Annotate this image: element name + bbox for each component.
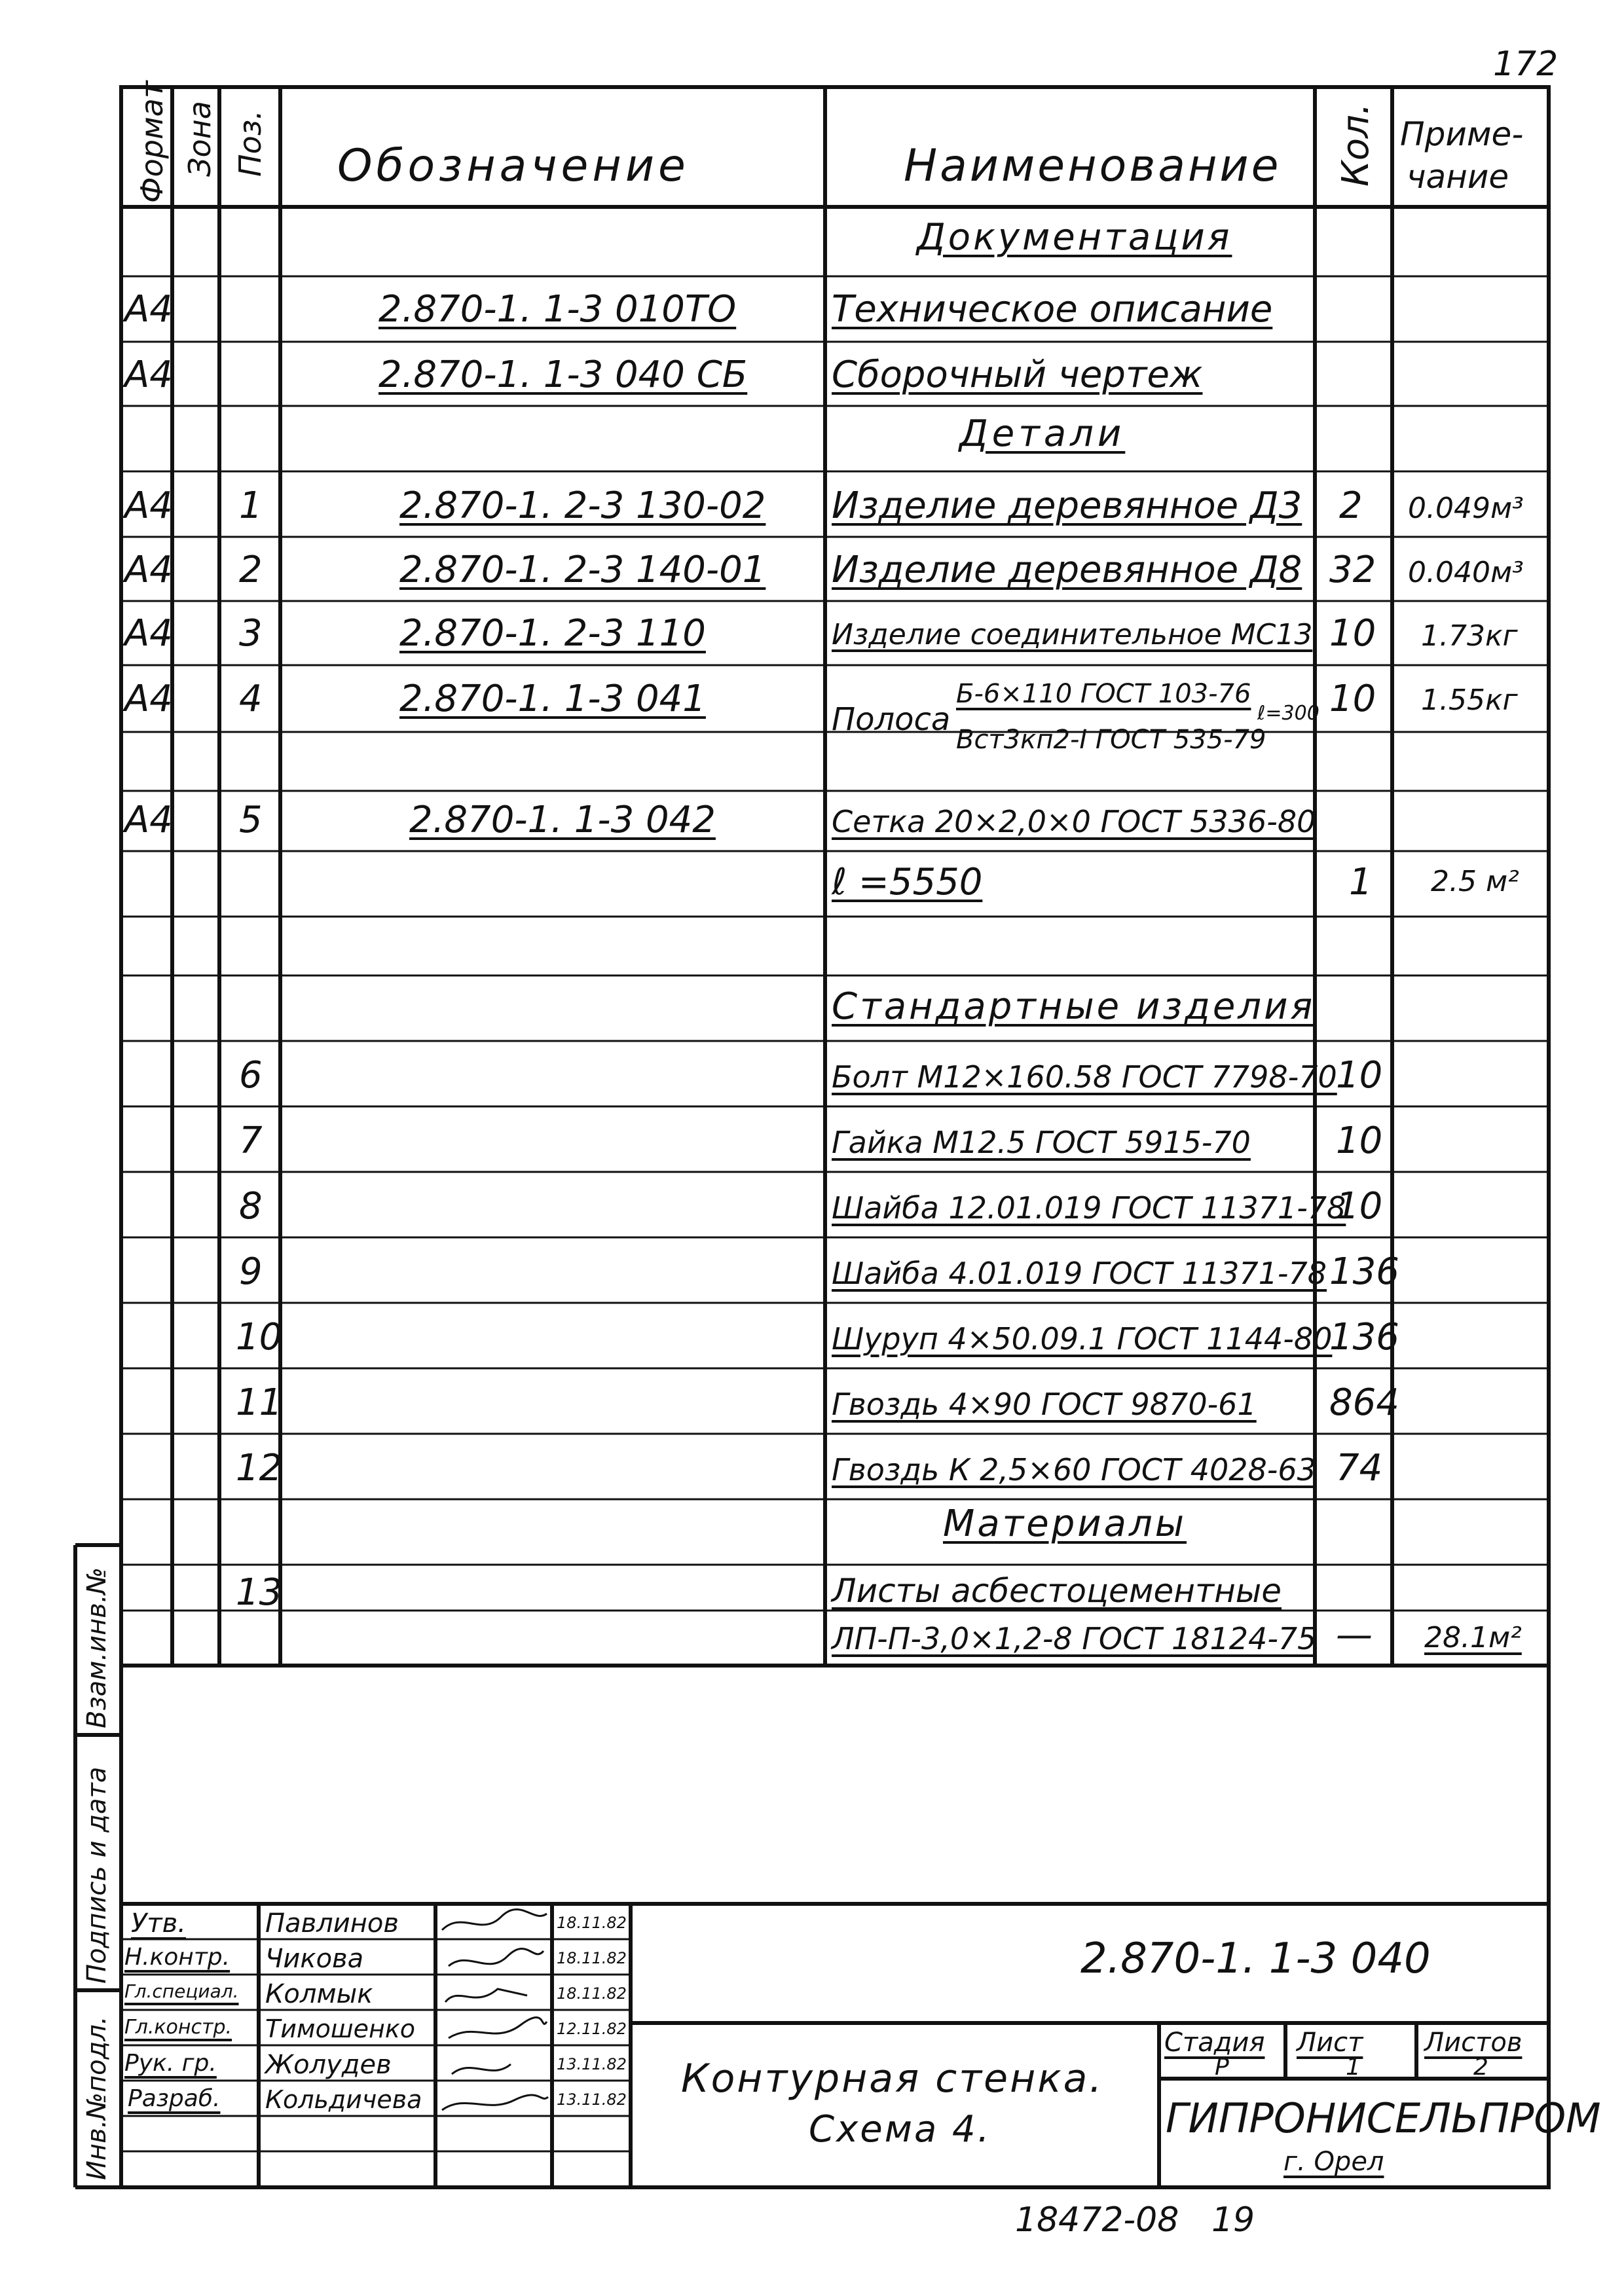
row-pos: 8 bbox=[239, 1185, 263, 1228]
row-name: Гвоздь 4×90 ГОСТ 9870-61 bbox=[832, 1387, 1257, 1422]
row-pos: 9 bbox=[239, 1250, 263, 1293]
sheets-label: Листов bbox=[1424, 2028, 1522, 2058]
section-standard-items: Стандартные изделия bbox=[832, 985, 1316, 1028]
row-qty: 1 bbox=[1349, 861, 1373, 903]
row-name: ℓ =5550 bbox=[832, 861, 983, 903]
row-note: 1.55кг bbox=[1421, 683, 1518, 717]
signer-role: Гл.констр. bbox=[124, 2016, 232, 2039]
row-qty: 32 bbox=[1329, 549, 1376, 591]
row-format: А4 bbox=[124, 354, 173, 396]
polosa-steel: Вст3кп2-I ГОСТ 535-79 bbox=[956, 725, 1266, 755]
header-note-line2: чание bbox=[1407, 158, 1509, 196]
row-pos: 3 bbox=[239, 612, 263, 655]
page-number: 172 bbox=[1493, 45, 1559, 84]
row-name: Шайба 4.01.019 ГОСТ 11371-78 bbox=[832, 1256, 1327, 1291]
row-format: А4 bbox=[124, 484, 173, 527]
sheet-label: Лист bbox=[1297, 2028, 1363, 2058]
row-name: Изделие деревянное Д8 bbox=[832, 549, 1302, 591]
row-name: Шайба 12.01.019 ГОСТ 11371-78 bbox=[832, 1190, 1346, 1226]
row-note: 2.5 м² bbox=[1431, 865, 1519, 898]
header-format: Формат bbox=[134, 81, 170, 203]
stamp-signature-date: Подпись и дата bbox=[82, 1766, 112, 1984]
signer-name: Тимошенко bbox=[265, 2014, 416, 2043]
row-name: Полоса bbox=[832, 701, 951, 738]
signer-name: Кольдичева bbox=[265, 2085, 422, 2114]
sheet-value: 1 bbox=[1346, 2054, 1361, 2081]
row-pos: 13 bbox=[236, 1571, 283, 1614]
signer-role: Утв. bbox=[131, 1908, 186, 1939]
row-designation: 2.870-1. 2-3 110 bbox=[399, 612, 706, 655]
row-pos: 6 bbox=[239, 1054, 263, 1097]
row-name: Гвоздь К 2,5×60 ГОСТ 4028-63 bbox=[832, 1452, 1316, 1487]
row-name: Техническое описание bbox=[832, 288, 1273, 331]
signer-role: Н.контр. bbox=[124, 1944, 231, 1971]
signer-date: 13.11.82 bbox=[557, 2055, 627, 2073]
row-designation: 2.870-1. 2-3 140-01 bbox=[399, 549, 766, 591]
row-qty: — bbox=[1336, 1614, 1373, 1656]
organization-name: ГИПРОНИСЕЛЬПРОМ bbox=[1166, 2094, 1601, 2142]
row-pos: 12 bbox=[236, 1447, 283, 1489]
signer-name: Павлинов bbox=[265, 1908, 399, 1939]
row-note: 0.049м³ bbox=[1408, 492, 1524, 525]
row-pos: 10 bbox=[236, 1316, 283, 1358]
row-note: 1.73кг bbox=[1421, 619, 1518, 653]
section-materials: Материалы bbox=[943, 1503, 1187, 1545]
sheets-value: 2 bbox=[1473, 2054, 1488, 2081]
row-note: 28.1м² bbox=[1424, 1621, 1522, 1654]
row-format: А4 bbox=[124, 678, 173, 720]
row-pos: 2 bbox=[239, 549, 263, 591]
stamp-inv-original: Инв.№подл. bbox=[82, 2016, 112, 2180]
row-name: Листы асбестоцементные bbox=[832, 1572, 1282, 1610]
signer-role: Гл.специал. bbox=[124, 1980, 239, 2002]
row-name: Изделие соединительное МС13 bbox=[832, 618, 1313, 651]
signer-name: Колмык bbox=[265, 1979, 373, 2009]
row-name: Гайка М12.5 ГОСТ 5915-70 bbox=[832, 1125, 1251, 1160]
signer-date: 18.11.82 bbox=[557, 1949, 627, 1967]
row-format: А4 bbox=[124, 288, 173, 331]
row-qty: 10 bbox=[1336, 1054, 1383, 1097]
row-designation: 2.870-1. 1-3 041 bbox=[399, 678, 706, 720]
header-qty: Кол. bbox=[1335, 103, 1377, 187]
row-format: А4 bbox=[124, 549, 173, 591]
signer-date: 18.11.82 bbox=[557, 1914, 627, 1932]
organization-city: г. Орел bbox=[1283, 2147, 1384, 2177]
header-designation: Обозначение bbox=[337, 140, 690, 192]
row-qty: 136 bbox=[1329, 1316, 1399, 1358]
section-details: Детали bbox=[959, 412, 1126, 455]
signer-date: 18.11.82 bbox=[557, 1984, 627, 2003]
header-zone: Зона bbox=[182, 101, 217, 177]
document-code: 2.870-1. 1-3 040 bbox=[1080, 1935, 1431, 1983]
row-designation: 2.870-1. 1-3 010ТО bbox=[378, 288, 737, 331]
signer-date: 12.11.82 bbox=[557, 2020, 627, 2038]
signer-role: Рук. гр. bbox=[124, 2050, 217, 2077]
row-qty: 10 bbox=[1336, 1120, 1383, 1162]
row-qty: 136 bbox=[1329, 1250, 1399, 1293]
row-name: Изделие деревянное Д3 bbox=[832, 484, 1302, 527]
row-designation: 2.870-1. 2-3 130-02 bbox=[399, 484, 766, 527]
row-name: Шуруп 4×50.09.1 ГОСТ 1144-80 bbox=[832, 1321, 1333, 1357]
row-name: Болт М12×160.58 ГОСТ 7798-70 bbox=[832, 1059, 1337, 1095]
row-qty: 10 bbox=[1336, 1185, 1383, 1228]
footer-code: 18472-08 19 bbox=[1015, 2200, 1255, 2240]
row-pos: 4 bbox=[239, 678, 263, 720]
row-designation: 2.870-1. 1-3 040 СБ bbox=[378, 354, 748, 396]
signer-role: Разраб. bbox=[128, 2085, 221, 2112]
header-note-line1: Приме- bbox=[1400, 115, 1524, 153]
row-qty: 10 bbox=[1329, 612, 1376, 655]
row-pos: 11 bbox=[236, 1381, 283, 1424]
row-format: А4 bbox=[124, 799, 173, 841]
row-format: А4 bbox=[124, 612, 173, 655]
row-qty: 2 bbox=[1339, 484, 1363, 527]
polosa-length: ℓ=300 bbox=[1257, 702, 1320, 725]
row-note: 0.040м³ bbox=[1408, 556, 1524, 589]
section-documentation: Документация bbox=[917, 216, 1232, 259]
header-name: Наименование bbox=[904, 140, 1282, 192]
row-qty: 864 bbox=[1329, 1381, 1399, 1424]
signer-name: Чикова bbox=[265, 1944, 364, 1974]
row-qty: 10 bbox=[1329, 678, 1376, 720]
signatures-graphic bbox=[435, 1904, 552, 2116]
row-pos: 5 bbox=[239, 799, 263, 841]
stamp-vzam-inv: Взам.инв.№ bbox=[82, 1567, 112, 1728]
row-pos: 1 bbox=[239, 484, 263, 527]
header-pos: Поз. bbox=[232, 110, 268, 177]
row-designation: 2.870-1. 1-3 042 bbox=[409, 799, 716, 841]
stage-label: Стадия bbox=[1164, 2028, 1265, 2058]
row-pos: 7 bbox=[239, 1120, 263, 1162]
row-qty: 74 bbox=[1336, 1447, 1383, 1489]
polosa-profile: Б-6×110 ГОСТ 103-76 bbox=[956, 679, 1251, 709]
document-title-line2: Схема 4. bbox=[809, 2108, 991, 2151]
row-name: Сборочный чертеж bbox=[832, 354, 1203, 396]
row-name: Сетка 20×2,0×0 ГОСТ 5336-80 bbox=[832, 804, 1316, 839]
signer-name: Жолудев bbox=[265, 2050, 392, 2080]
signer-date: 13.11.82 bbox=[557, 2090, 627, 2109]
document-title-line1: Контурная стенка. bbox=[681, 2056, 1104, 2102]
stage-value: Р bbox=[1215, 2054, 1229, 2081]
row-name: ЛП-П-3,0×1,2-8 ГОСТ 18124-75 bbox=[832, 1621, 1317, 1656]
